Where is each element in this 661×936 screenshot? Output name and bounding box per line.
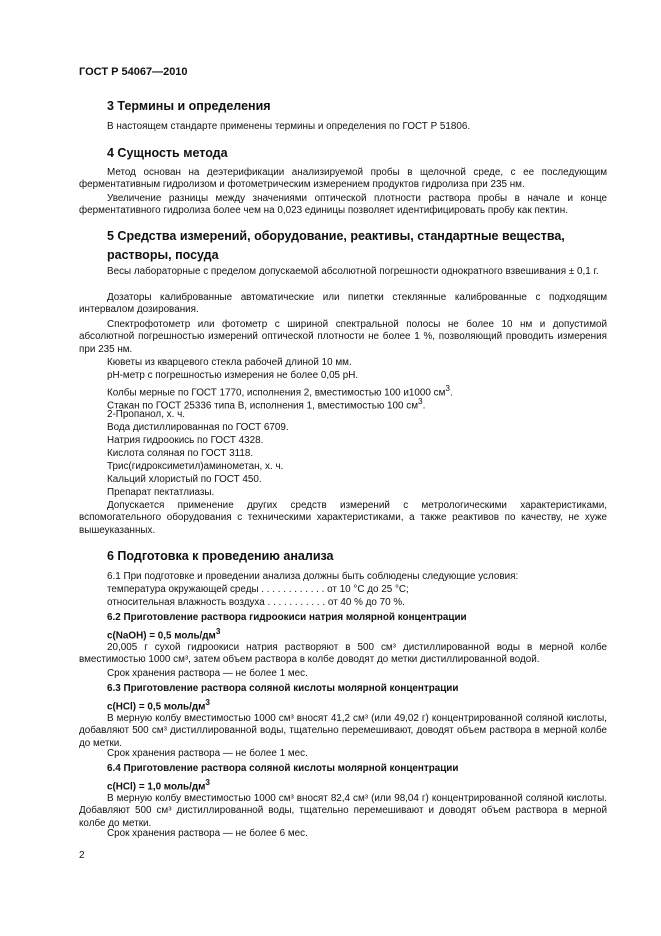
clause-6-3-text: В мерную колбу вместимостью 1000 см³ вносят 41,2 см³ (или 49,02 г) концентрированной соляной кислоты, добавляют 500 см³ дистиллированной воды, тщательно перемешивают, доводят объем раствора в мерной колбе до метки. xyxy=(79,713,607,749)
condition-humidity: относительная влажность воздуха . . . . . . . . . . . от 40 % до 70 %. xyxy=(107,597,405,608)
list-item: Натрия гидроокись по ГОСТ 4328. xyxy=(107,435,264,446)
formula-text: c(NaOH) = 0,5 моль/дм xyxy=(107,630,216,642)
list-item: 2-Пропанол, х. ч. xyxy=(107,409,185,420)
section-5-allowance: Допускается применение других средств измерений с метрологическими характеристиками, вспомогательного оборудования с техническими характеристиками, а также реактивов по качеству, не хуже вышеуказанных. xyxy=(79,500,607,536)
section-5-title-line-2: растворы, посуда xyxy=(107,248,219,262)
clause-6-3-formula: c(HCl) = 0,5 моль/$дм^3$ xyxy=(107,698,211,713)
page-number: 2 xyxy=(79,850,85,861)
section-5-dispensers: Дозаторы калиброванные автоматические или пипетки стеклянные калиброванные с подходящим интервалом дозирования. xyxy=(79,292,607,316)
formula-text: c(HCl) = 1,0 моль/дм xyxy=(107,781,206,793)
section-5-scales: Весы лабораторные с пределом допускаемой абсолютной погрешности однократного взвешивания ± 0,1 г. xyxy=(107,266,599,277)
clause-6-1: 6.1 При подготовке и проведении анализа должны быть соблюдены следующие условия: xyxy=(107,571,519,582)
list-item-text: Стакан по ГОСТ 25336 типа В, исполнения 1, вместимостью 100 см xyxy=(107,400,418,412)
formula-text: c(HCl) = 0,5 моль/дм xyxy=(107,701,206,713)
section-4-paragraph-2: Увеличение разницы между значениями оптической плотности раствора пробы в начале и конце ферментативного гидролиза более чем на 0,023 единицы позволяет идентифицировать пробу как пектин. xyxy=(79,193,607,217)
section-5-title-line-1: 5 Средства измерений, оборудование, реактивы, стандартные вещества, xyxy=(107,229,565,243)
list-item: pH-метр с погрешностью измерения не более 0,05 pH. xyxy=(107,370,359,381)
section-3-text: В настоящем стандарте применены термины и определения по ГОСТ Р 51806. xyxy=(107,121,471,132)
clause-6-2-text: 20,005 г сухой гидроокиси натрия растворяют в 500 см³ дистиллированной воды в мерной колбе вместимостью 1000 см³, затем объем раствора в колбе доводят до метки дистиллированной водой. xyxy=(79,642,607,666)
clause-6-3-heading: 6.3 Приготовление раствора соляной кислоты молярной концентрации xyxy=(107,683,459,694)
clause-6-4-text: В мерную колбу вместимостью 1000 см³ вносят 82,4 см³ (или 98,04 г) концентрированной соляной кислоты. Добавляют 500 см³ дистиллированной воды, тщательно перемешивают и доводят объем раствора в мерной колбе до метки. xyxy=(79,793,607,829)
section-3-title: 3 Термины и определения xyxy=(107,99,271,113)
document-header: ГОСТ Р 54067—2010 xyxy=(79,66,188,78)
clause-6-4-storage: Срок хранения раствора — не более 6 мес. xyxy=(107,828,308,839)
clause-6-4-heading: 6.4 Приготовление раствора соляной кислоты молярной концентрации xyxy=(107,763,459,774)
list-item: Кюветы из кварцевого стекла рабочей длиной 10 мм. xyxy=(107,357,352,368)
clause-6-4-formula: c(HCl) = 1,0 моль/$дм^3$ xyxy=(107,778,211,793)
clause-6-2-formula: c(NaOH) = 0,5 моль/$дм^3$ xyxy=(107,627,221,642)
list-item: Трис(гидроксиметил)аминометан, х. ч. xyxy=(107,461,284,472)
list-item-text: Колбы мерные по ГОСТ 1770, исполнения 2, вместимостью 100 и1000 см xyxy=(107,387,446,399)
section-4-title: 4 Сущность метода xyxy=(107,146,228,160)
clause-6-2-heading: 6.2 Приготовление раствора гидроокиси натрия молярной концентрации xyxy=(107,612,467,623)
list-item: Препарат пектатлиазы. xyxy=(107,487,215,498)
list-item: Колбы мерные по ГОСТ 1770, исполнения 2, вместимостью 100 и1000 $см^3$. xyxy=(107,384,453,399)
section-4-paragraph-1: Метод основан на деэтерификации анализируемой пробы в щелочной среде, с ее последующим ферментативным гидролизом и фотометрическим измерением продуктов гидролиза при 235 нм. xyxy=(79,167,607,191)
section-5-title xyxy=(107,227,602,265)
clause-6-2-storage: Срок хранения раствора — не более 1 мес. xyxy=(107,668,308,679)
list-item: Вода дистиллированная по ГОСТ 6709. xyxy=(107,422,289,433)
list-item: Кислота соляная по ГОСТ 3118. xyxy=(107,448,254,459)
section-6-title: 6 Подготовка к проведению анализа xyxy=(107,549,334,563)
condition-temperature: температура окружающей среды . . . . . . . . . . . . от 10 °С до 25 °С; xyxy=(107,584,409,595)
list-item: Стакан по ГОСТ 25336 типа В, исполнения 1, вместимостью 100 $см^3$. xyxy=(107,397,426,412)
list-item: Кальций хлористый по ГОСТ 450. xyxy=(107,474,262,485)
clause-6-3-storage: Срок хранения раствора — не более 1 мес. xyxy=(107,748,308,759)
section-5-spectrophotometer: Спектрофотометр или фотометр с шириной спектральной полосы не более 10 нм и допустимой абсолютной погрешностью измерений оптической плотности не более 1 %, позволяющий проводить измерения при 235 нм. xyxy=(79,319,607,355)
